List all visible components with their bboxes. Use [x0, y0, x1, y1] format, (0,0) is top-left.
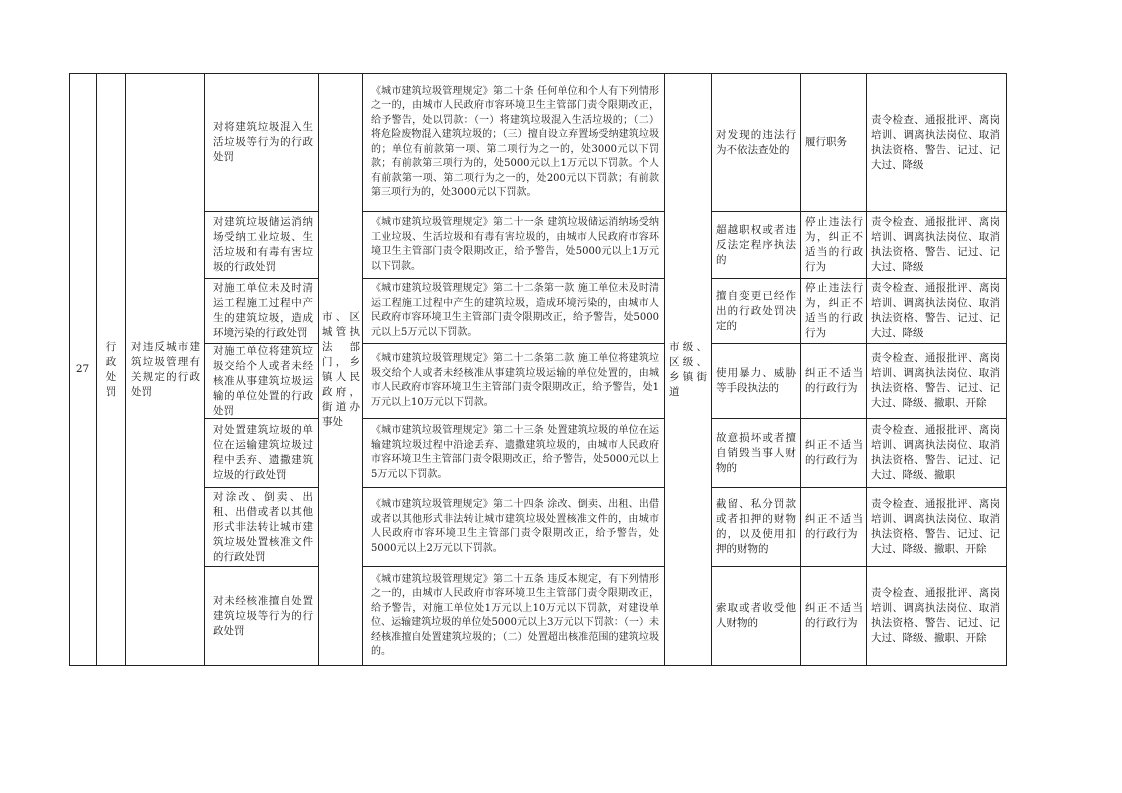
- sub-item-name-cell: [205, 344, 318, 418]
- sub-item-name: 对施工单位未及时清运工程施工过程中产生的建筑垃圾，造成环境污染的行政处罚: [213, 282, 313, 339]
- fault-text: 停止违法行为，纠正不适当的行政行为: [805, 282, 863, 339]
- situation-text: 故意损坏或者擅自销毁当事人财物的: [716, 431, 796, 474]
- legal-basis-text: 《城市建筑垃圾管理规定》第二十条 任何单位和个人有下列情形之一的，由城市人民政府市容环境卫生主管部门责令限期改正，给予警告，处以罚款：（一）将建筑垃圾混入生活垃圾的；（二）将危险废物混入建筑垃圾的；（三）擅自设立弃置场受纳建筑垃圾的；单位有前款第一项、第二项行为之一的，处3000元以下罚款；有前款第三项行为的，处5000元以上1万元以下罚款。个人有前款第一项、第二项行为之一的，处200元以下罚款；有前款第三项行为的，处3000元以下罚款。: [371, 85, 659, 198]
- legal-basis-text: 《城市建筑垃圾管理规定》第二十五条 违反本规定，有下列情形之一的，由城市人民政府市容环境卫生主管部门责令限期改正，给予警告，对施工单位处1万元以上10万元以下罚款，对建设单位、运输建筑垃圾的单位处5000元以上3万元以下罚款：（一）未经核准擅自处置建筑垃圾的；（二）处置超出核准范围的建筑垃圾的。: [371, 573, 659, 657]
- sub-item-name-cell: [205, 567, 318, 665]
- fault-text: 纠正不适当的行政行为: [805, 439, 863, 466]
- legal-basis-cell: [363, 488, 664, 566]
- liability-text: 责令检查、通报批评、离岗培训、调离执法岗位、取消执法资格、警告、记过、记大过、降级: [871, 282, 1000, 339]
- subject-cell: [319, 74, 362, 665]
- legal-basis-text: 《城市建筑垃圾管理规定》第二十二条第一款 施工单位未及时清运工程施工过程中产生的建筑垃圾，造成环境污染的，由城市人民政府市容环境卫生主管部门责令限期改正，给予警告，处5000元以上5万元以下罚款。: [371, 283, 659, 338]
- item-name-cell: [126, 74, 204, 665]
- situation-text: 使用暴力、威胁等手段执法的: [716, 367, 796, 394]
- sub-item-name: 对未经核准擅自处置建筑垃圾等行为的行政处罚: [213, 594, 313, 637]
- fault-cell: [801, 567, 866, 665]
- situation-cell: [712, 344, 800, 418]
- legal-basis-cell: [363, 567, 664, 665]
- situation-cell: [712, 74, 800, 211]
- row-index: 27: [75, 363, 90, 375]
- legal-basis-cell: [363, 279, 664, 343]
- sub-item-name: 对处置建筑垃圾的单位在运输建筑垃圾过程中丢弃、遗撒建筑垃圾的行政处罚: [213, 424, 313, 481]
- liability-cell: [867, 279, 1006, 343]
- situation-text: 超越职权或者违反法定程序执法的: [716, 223, 796, 266]
- liability-cell: [867, 212, 1006, 278]
- subject-scope-text: 市级、区级、乡镇街道: [669, 340, 707, 398]
- situation-cell: [712, 567, 800, 665]
- fault-text: 停止违法行为，纠正不适当的行政行为: [805, 216, 863, 273]
- fault-cell: [801, 344, 866, 418]
- situation-cell: [712, 419, 800, 487]
- liability-text: 责令检查、通报批评、离岗培训、调离执法岗位、取消执法资格、警告、记过、记大过、降级、撤职、开除: [871, 498, 1000, 555]
- subject-text: 市、区城管执法部门，乡镇人民政府，街道办事处: [322, 310, 360, 428]
- situation-cell: [712, 488, 800, 566]
- liability-text: 责令检查、通报批评、离岗培训、调离执法岗位、取消执法资格、警告、记过、记大过、降级: [871, 113, 1000, 171]
- liability-cell: [867, 567, 1006, 665]
- liability-text: 责令检查、通报批评、离岗培训、调离执法岗位、取消执法资格、警告、记过、记大过、降级: [871, 216, 1000, 273]
- sub-item-name: 对施工单位将建筑垃圾交给个人或者未经核准从事建筑垃圾运输的单位处置的行政处罚: [213, 344, 313, 417]
- sub-item-name-cell: [205, 74, 318, 211]
- category-text: 行政处罚: [105, 340, 117, 398]
- category-cell: [97, 74, 125, 665]
- legal-basis-text: 《城市建筑垃圾管理规定》第二十二条第二款 施工单位将建筑垃圾交给个人或者未经核准从事建筑垃圾运输的单位处置的，由城市人民政府市容环境卫生主管部门责令限期改正，给予警告，处1万元以上10万元以下罚款。: [371, 353, 659, 408]
- legal-basis-cell: [363, 74, 664, 211]
- fault-text: 纠正不适当的行政行为: [805, 602, 863, 629]
- situation-cell: [712, 212, 800, 278]
- situation-cell: [712, 279, 800, 343]
- row-index-cell: [69, 74, 96, 665]
- item-name-text: 对违反城市建筑垃圾管理有关规定的行政处罚: [131, 340, 200, 398]
- fault-cell: [801, 279, 866, 343]
- legal-basis-text: 《城市建筑垃圾管理规定》第二十四条 涂改、倒卖、出租、出借或者以其他形式非法转让城市建筑垃圾处置核准文件的，由城市人民政府市容环境卫生主管部门责令限期改正，给予警告，处5000元以上2万元以下罚款。: [371, 499, 659, 554]
- liability-cell: [867, 344, 1006, 418]
- sub-item-name-cell: [205, 488, 318, 566]
- legal-basis-text: 《城市建筑垃圾管理规定》第二十三条 处置建筑垃圾的单位在运输建筑垃圾过程中沿途丢弃、遗撒建筑垃圾的，由城市人民政府市容环境卫生主管部门责令限期改正，给予警告，处5000元以上5万元以下罚款。: [371, 425, 659, 480]
- fault-cell: [801, 74, 866, 211]
- subject-scope-cell: [665, 74, 711, 665]
- fault-cell: [801, 212, 866, 278]
- situation-text: 索取或者收受他人财物的: [716, 602, 796, 629]
- liability-text: 责令检查、通报批评、离岗培训、调离执法岗位、取消执法资格、警告、记过、记大过、降级、撤职、开除: [871, 587, 1000, 644]
- sub-item-name-cell: [205, 212, 318, 278]
- fault-text: 纠正不适当的行政行为: [805, 513, 863, 540]
- situation-text: 擅自变更已经作出的行政处罚决定的: [716, 289, 796, 332]
- fault-cell: [801, 488, 866, 566]
- legal-basis-cell: [363, 419, 664, 487]
- liability-cell: [867, 74, 1006, 211]
- fault-text: 纠正不适当的行政行为: [805, 367, 863, 394]
- situation-text: 截留、私分罚款或者扣押的财物的，以及使用扣押的财物的: [716, 498, 796, 555]
- legal-basis-text: 《城市建筑垃圾管理规定》第二十一条 建筑垃圾储运消纳场受纳工业垃圾、生活垃圾和有毒有害垃圾的，由城市人民政府市容环境卫生主管部门责令限期改正，给予警告，处5000元以上1万元以下罚款。: [371, 217, 659, 272]
- sub-item-name-cell: [205, 419, 318, 487]
- legal-basis-cell: [363, 212, 664, 278]
- sub-item-name-cell: [205, 279, 318, 343]
- situation-text: 对发现的违法行为不依法查处的: [716, 128, 796, 156]
- fault-text: 履行职务: [805, 136, 847, 148]
- liability-cell: [867, 419, 1006, 487]
- liability-cell: [867, 488, 1006, 566]
- sub-item-name: 对建筑垃圾储运消纳场受纳工业垃圾、生活垃圾和有毒有害垃圾的行政处罚: [213, 216, 313, 273]
- fault-cell: [801, 419, 866, 487]
- sub-item-name: 对将建筑垃圾混入生活垃圾等行为的行政处罚: [213, 121, 313, 163]
- liability-text: 责令检查、通报批评、离岗培训、调离执法岗位、取消执法资格、警告、记过、记大过、降级、撤职: [871, 424, 1000, 481]
- sub-item-name: 对涂改、倒卖、出租、出借或者以其他形式非法转让城市建筑垃圾处置核准文件的行政处罚: [213, 490, 313, 563]
- legal-basis-cell: [363, 344, 664, 418]
- liability-text: 责令检查、通报批评、离岗培训、调离执法岗位、取消执法资格、警告、记过、记大过、降级、撤职、开除: [871, 352, 1000, 409]
